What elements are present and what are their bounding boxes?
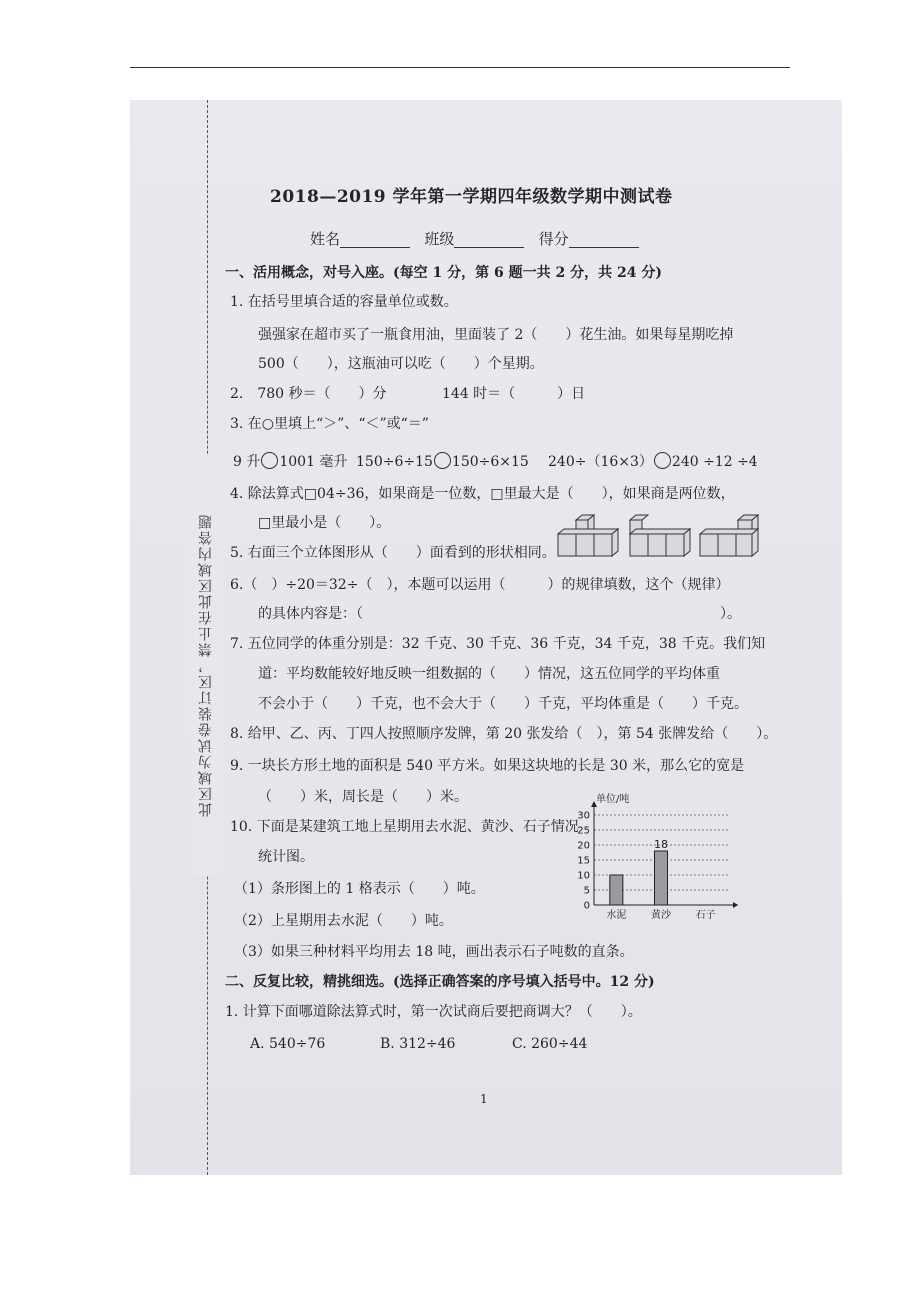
- class-label: 班级: [424, 230, 455, 248]
- chart-bars: [610, 838, 668, 905]
- cube-figure-3: [700, 515, 758, 556]
- chart-data-label: 18: [654, 838, 668, 851]
- exam-title: 2018—2019 学年第一学期四年级数学期中测试卷: [270, 187, 673, 207]
- section-2-heading: 二、反复比较，精挑细选。(选择正确答案的序号填入括号中。12 分): [225, 974, 655, 990]
- chart-y-tick-label: 15: [577, 855, 590, 867]
- cube-figures: [552, 512, 772, 566]
- page-number: 1: [480, 1092, 488, 1106]
- chart-y-tick-label: 5: [583, 885, 590, 897]
- score-field[interactable]: [569, 233, 639, 248]
- chart-bar: [610, 875, 623, 905]
- name-field[interactable]: [340, 233, 410, 248]
- q3-right-2: 150÷6×15: [451, 454, 529, 470]
- q10-sub-2: （2）上星期用去水泥（ ）吨。: [234, 913, 453, 929]
- score-label: 得分: [538, 230, 569, 248]
- q3-compare-3: [548, 452, 758, 471]
- compare-circle[interactable]: [434, 452, 451, 469]
- chart-bar: [655, 851, 668, 905]
- cube-figure-2: [630, 515, 690, 556]
- student-info-row: [310, 230, 639, 248]
- chart-ticks: [577, 811, 590, 912]
- q5-prompt: 5. 右面三个立体图形从（ ）面看到的形状相同。: [230, 545, 556, 561]
- q3-right-3: 240 ÷12 ÷4: [671, 454, 758, 470]
- q1-line-2: 强强家在超市买了一瓶食用油，里面装了 2（ ）花生油。如果每星期吃掉: [258, 327, 734, 343]
- binding-note-text: 此区域为试卷装订区，禁止在此区域内答题: [198, 513, 214, 817]
- q6-line-2: 的具体内容是：（: [258, 606, 363, 622]
- q9-line-2: （ ）米，周长是（ ）米。: [258, 789, 468, 805]
- name-label: 姓名: [310, 230, 341, 248]
- q10-sub-3: （3）如果三种材料平均用去 18 吨，画出表示石子吨数的直条。: [234, 944, 634, 960]
- class-field[interactable]: [454, 233, 524, 248]
- q3-right-1: 1001 毫升: [279, 454, 348, 470]
- compare-circle[interactable]: [261, 452, 278, 469]
- chart-y-tick-label: 25: [577, 825, 590, 837]
- cube-figure-1: [558, 515, 618, 556]
- chart-y-tick-label: 20: [577, 840, 590, 852]
- chart-category-label: 黄沙: [651, 910, 671, 921]
- chart-category-label: 水泥: [606, 910, 627, 921]
- s2-q1-prompt: 1. 计算下面哪道除法算式时，第一次试商后要把商调大？（ ）。: [225, 1004, 642, 1020]
- q10-line-2: 统计图。: [258, 849, 314, 865]
- q6-line-1: 6.（ ）÷20＝32÷（ ），本题可以运用（ ）的规律填数，这个（规律）: [230, 577, 730, 593]
- chart-y-axis-label: 单位/吨: [596, 794, 630, 805]
- page-top-rule: [130, 67, 790, 68]
- binding-area-note: [190, 455, 222, 875]
- section-1-heading: 一、活用概念，对号入座。(每空 1 分，第 6 题一共 2 分，共 24 分): [225, 265, 662, 281]
- q7-line-2: 道：平均数能较好地反映一组数据的（ ）情况，这五位同学的平均体重: [258, 666, 720, 682]
- q7-line-3: 不会小于（ ）千克，也不会大于（ ）千克，平均体重是（ ）千克。: [258, 696, 748, 712]
- q3-left-2: 150÷6÷15: [356, 454, 433, 470]
- chart-x-axis-arrow: [733, 902, 738, 908]
- chart-y-tick-label: 0: [583, 900, 590, 912]
- q3-compare-2: [356, 452, 529, 471]
- q10-sub-1: （1）条形图上的 1 格表示（ ）吨。: [234, 881, 485, 897]
- q4-line-2: □里最小是（ ）。: [258, 515, 391, 531]
- compare-circle[interactable]: [654, 452, 671, 469]
- q4-line-1: 4. 除法算式□04÷36，如果商是一位数，□里最大是（ ），如果商是两位数，: [230, 486, 735, 502]
- q3-compare-1: [233, 452, 347, 471]
- chart-y-tick-label: 30: [577, 810, 590, 822]
- q7-line-1: 7. 五位同学的体重分别是：32 千克、30 千克、36 千克，34 千克，38 千克。我们知: [230, 636, 766, 652]
- scanned-exam-sheet: [130, 100, 842, 1175]
- s2-q1-option-a[interactable]: A. 540÷76: [250, 1036, 326, 1052]
- s2-q1-option-c[interactable]: C. 260÷44: [512, 1036, 588, 1052]
- q10-line-1: 10. 下面是某建筑工地上星期用去水泥、黄沙、石子情况: [230, 819, 579, 835]
- q8-line: 8. 给甲、乙、丙、丁四人按照顺序发牌，第 20 张发给（ ），第 54 张牌发给（ ）。: [230, 726, 778, 742]
- q6-line-2-close: ）。: [720, 606, 741, 622]
- q2-part-b: 144 时＝（ ）日: [442, 386, 586, 402]
- chart-category-labels: [606, 908, 715, 921]
- q2-part-a: 2. 780 秒＝（ ）分: [230, 386, 387, 402]
- q3-prompt: 3. 在○里填上“＞”、“＜”或“＝”: [230, 416, 429, 432]
- chart-y-tick-label: 10: [577, 870, 590, 882]
- chart-category-label: 石子: [695, 910, 716, 921]
- q9-line-1: 9. 一块长方形土地的面积是 540 平方米。如果这块地的长是 30 米，那么它的宽是: [230, 758, 745, 774]
- q3-left-3: 240÷（16×3）: [548, 454, 653, 470]
- q1-prompt: 1. 在括号里填合适的容量单位或数。: [230, 294, 458, 310]
- s2-q1-option-b[interactable]: B. 312÷46: [380, 1036, 456, 1052]
- q1-line-3: 500（ ），这瓶油可以吃（ ）个星期。: [258, 356, 544, 372]
- material-usage-bar-chart: [570, 790, 750, 925]
- q3-left-1: 9 升: [233, 454, 261, 470]
